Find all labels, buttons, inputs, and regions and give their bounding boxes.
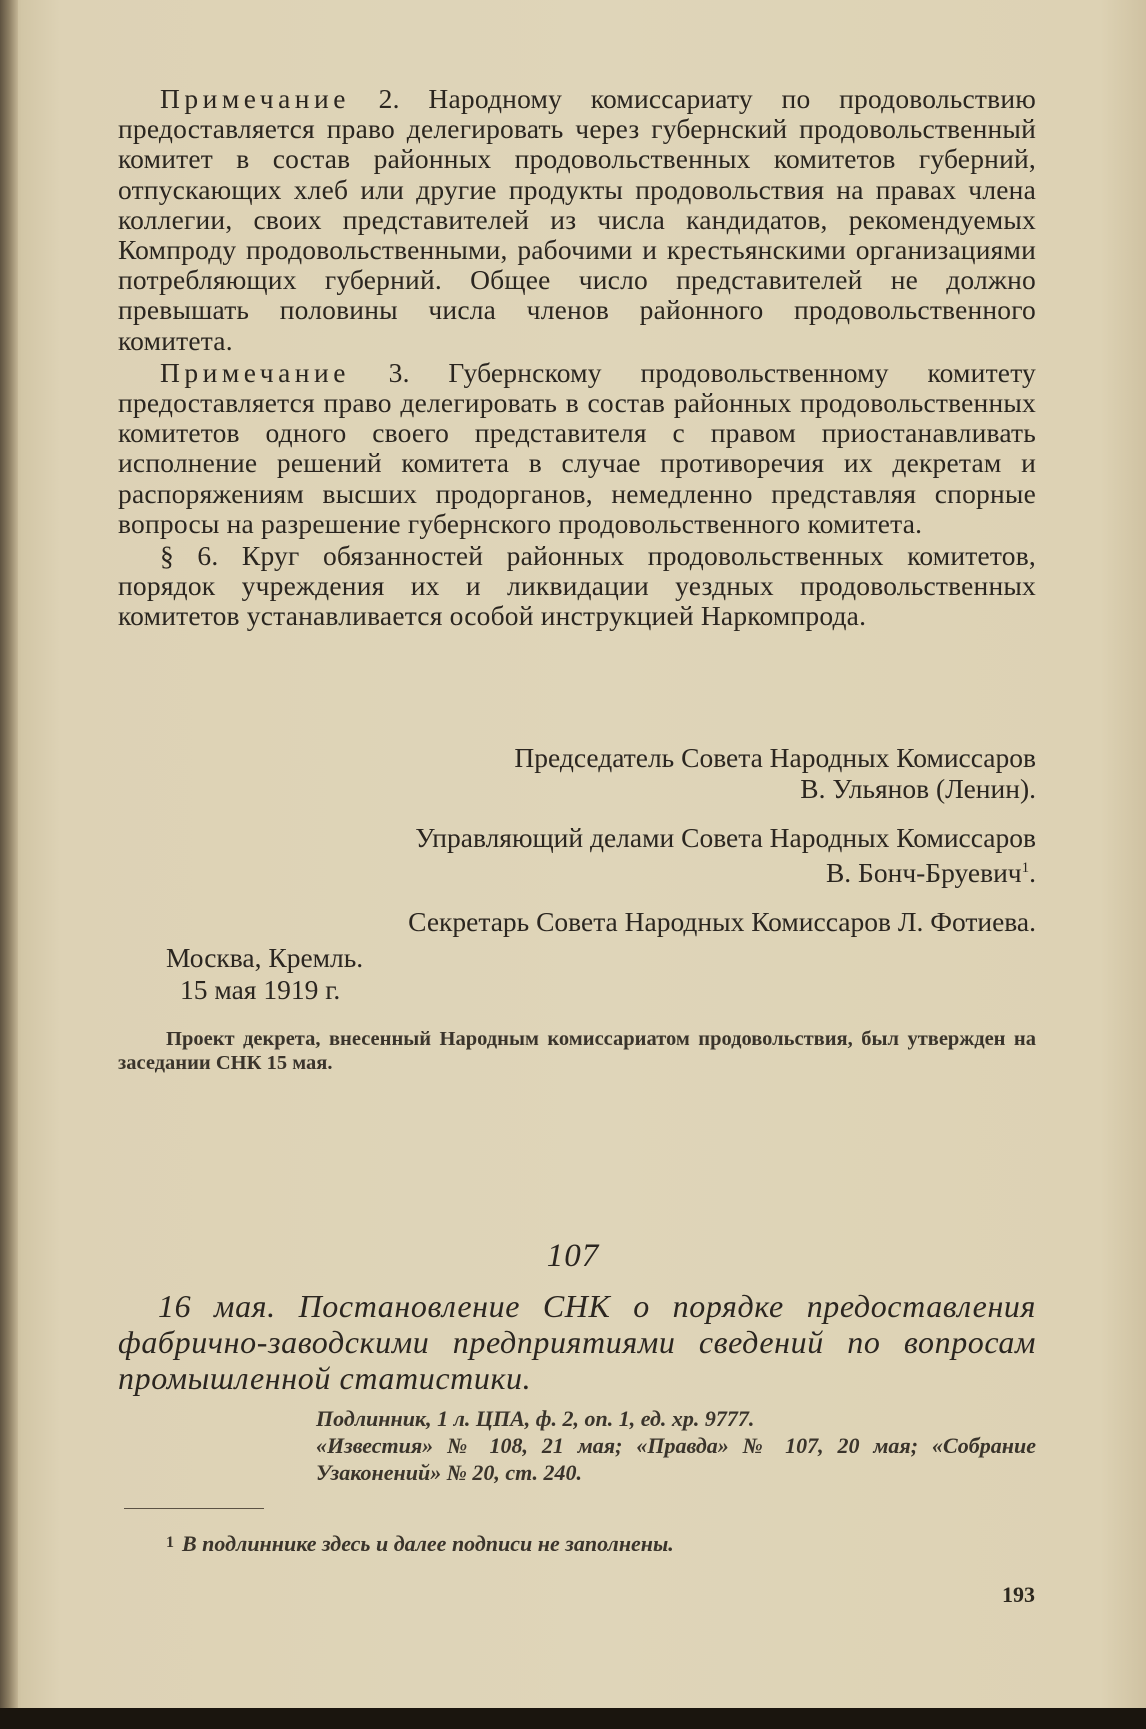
chair-name: В. Ульянов (Ленин). bbox=[800, 773, 1036, 804]
note-3-text: 3. Губернскому продовольственному комитету предоставляется право делегировать в состав районных продовольственных комитетов одного своего представителя с правом приостанавливать исполнение решений комитета в случае противоречия их декретам и распоряжениям высших продорганов, немедленно представляя спорные вопросы на разрешение губернского продовольственного комитета. bbox=[118, 356, 1036, 539]
date: 15 мая 1919 г. bbox=[180, 974, 341, 1005]
footnote-mark: 1 bbox=[166, 1534, 174, 1551]
note-2-text: 2. Народному комиссариату по продовольствию предоставляется право делегировать через губернский продовольственный комитет в состав районных продовольственных комитетов губерний, отпускающих хлеб или другие продукты продовольствия на правах члена коллегии, своих представителей из числа кандидатов, рекомендуемых Компроду продовольственными, рабочими и крестьянскими организациями потребляющих губерний. Общее число представителей не должно превышать половины числа членов районного продовольственного комитета. bbox=[118, 83, 1036, 356]
page-number: 193 bbox=[1002, 1582, 1035, 1607]
secretary: Секретарь Совета Народных Комиссаров Л. Фотиева. bbox=[408, 906, 1036, 938]
document-number: 107 bbox=[546, 1238, 600, 1274]
note-3 bbox=[118, 358, 1036, 539]
source-archive: Подлинник, 1 л. ЦПА, ф. 2, оп. 1, ед. хр. 9777. bbox=[316, 1406, 755, 1431]
page-bottom-edge bbox=[0, 1708, 1146, 1729]
note-2 bbox=[118, 84, 1036, 356]
footnote-divider bbox=[124, 1508, 264, 1509]
manager-name-line: В. Бонч-Бруевич$^1$. bbox=[825, 857, 1036, 889]
footnote-ref: 1 bbox=[1021, 860, 1030, 876]
source-publications: «Известия» № 108, 21 мая; «Правда» № 107, 20 мая; «Собрание Узаконений» № 20, ст. 240. bbox=[316, 1433, 1036, 1485]
document-title: 16 мая. Постановление СНК о порядке предоставления фабрично-заводскими предприятиями сведений по вопросам промышленной статистики. bbox=[118, 1288, 1036, 1396]
footnote bbox=[166, 1531, 674, 1557]
sources bbox=[118, 1405, 1036, 1486]
body-text bbox=[118, 84, 1036, 632]
signatures bbox=[118, 742, 1036, 937]
footnote-text: В подлиннике здесь и далее подписи не заполнены. bbox=[182, 1531, 674, 1556]
editorial-note: Проект декрета, внесенный Народным комиссариатом продовольствия, был утвержден на заседании СНК 15 мая. bbox=[118, 1028, 1036, 1074]
manager-title: Управляющий делами Совета Народных Комиссаров bbox=[415, 822, 1036, 853]
chair-title: Председатель Совета Народных Комиссаров bbox=[514, 742, 1036, 773]
note-2-label: Примечание bbox=[160, 83, 350, 114]
manager-name: В. Бонч-Бруевич bbox=[825, 857, 1022, 889]
note-3-label: Примечание bbox=[160, 356, 350, 388]
place: Москва, Кремль. bbox=[166, 942, 364, 973]
section-6: § 6. Круг обязанностей районных продовольственных комитетов, порядок учреждения их и ликвидации уездных продовольственных комитетов устанавливается особой инструкцией Наркомпрода. bbox=[118, 540, 1036, 632]
book-spine-shadow bbox=[0, 0, 18, 1708]
